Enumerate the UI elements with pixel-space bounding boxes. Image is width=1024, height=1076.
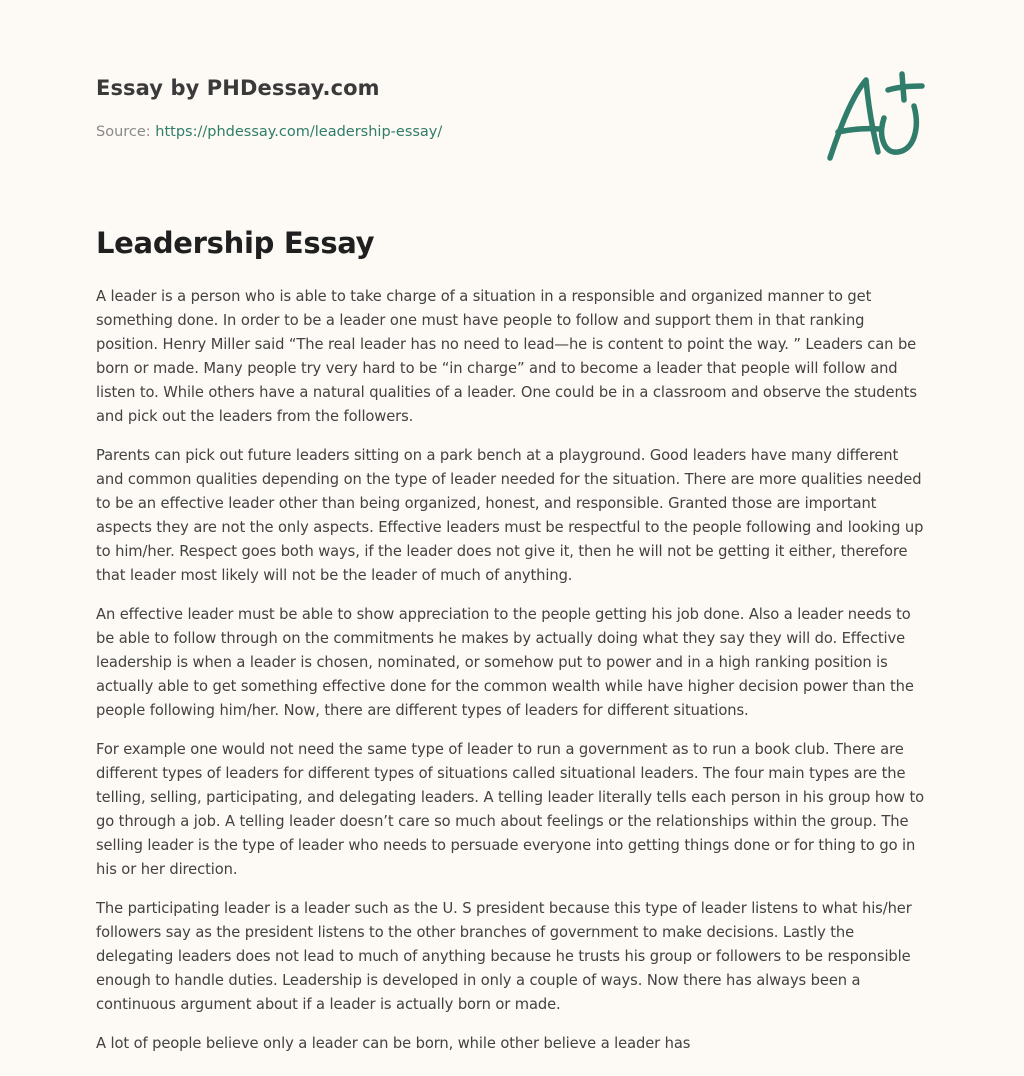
site-brand-title: Essay by PHDessay.com xyxy=(96,76,380,100)
essay-paragraph: For example one would not need the same type of leader to run a government as to run a book club. There are different types of leaders for different types of situations called situational leaders. The four main types are the telling, selling, participating, and delegating leaders. A telling leader literally tells each person in his group how to go through a job. A telling leader doesn’t care so much about feelings or the relationships within the group. The selling leader is the type of leader who needs to persuade everyone into getting things done or for thing to go in his or her direction. xyxy=(96,741,924,878)
a-plus-grade-icon xyxy=(818,66,930,166)
essay-paragraph: A leader is a person who is able to take charge of a situation in a responsible and organized manner to get something done. In order to be a leader one must have people to follow and support them in that ranking position. Henry Miller said “The real leader has no need to lead—he is content to point the way. ” Leaders can be born or made. Many people try very hard to be “in charge” and to become a leader that people will follow and listen to. While others have a natural qualities of a leader. One could be in a classroom and observe the students and pick out the leaders from the followers. xyxy=(96,288,917,425)
essay-body xyxy=(96,285,930,1071)
essay-title: Leadership Essay xyxy=(96,226,375,260)
essay-paragraph: A lot of people believe only a leader can be born, while other believe a leader has xyxy=(96,1035,691,1052)
source-label: Source: xyxy=(96,124,156,140)
essay-paragraph: An effective leader must be able to show appreciation to the people getting his job done. Also a leader needs to be able to follow through on the commitments he makes by actually doing what they say they will do. Effective leadership is when a leader is chosen, nominated, or somehow put to power and in a high ranking position is actually able to get something effective done for the common wealth while have higher decision power than the people following him/her. Now, there are different types of leaders for different situations. xyxy=(96,606,914,719)
essay-paragraph: Parents can pick out future leaders sitting on a park bench at a playground. Good leaders have many different and common qualities depending on the type of leader needed for the situation. There are more qualities needed to be an effective leader other than being organized, honest, and responsible. Granted those are important aspects they are not the only aspects. Effective leaders must be respectful to the people following and looking up to him/her. Respect goes both ways, if the leader does not give it, then he will not be getting it either, therefore that leader most likely will not be the leader of much of anything. xyxy=(96,447,924,584)
essay-paragraph: The participating leader is a leader such as the U. S president because this type of leader listens to what his/her followers say as the president listens to the other branches of government to make decisions. Lastly the delegating leaders does not lead to much of anything because he trusts his group or followers to be responsible enough to handle duties. Leadership is developed in only a couple of ways. Now there has always been a continuous argument about if a leader is actually born or made. xyxy=(96,900,912,1013)
source-line xyxy=(96,124,442,140)
source-link[interactable]: https://phdessay.com/leadership-essay/ xyxy=(155,124,443,140)
